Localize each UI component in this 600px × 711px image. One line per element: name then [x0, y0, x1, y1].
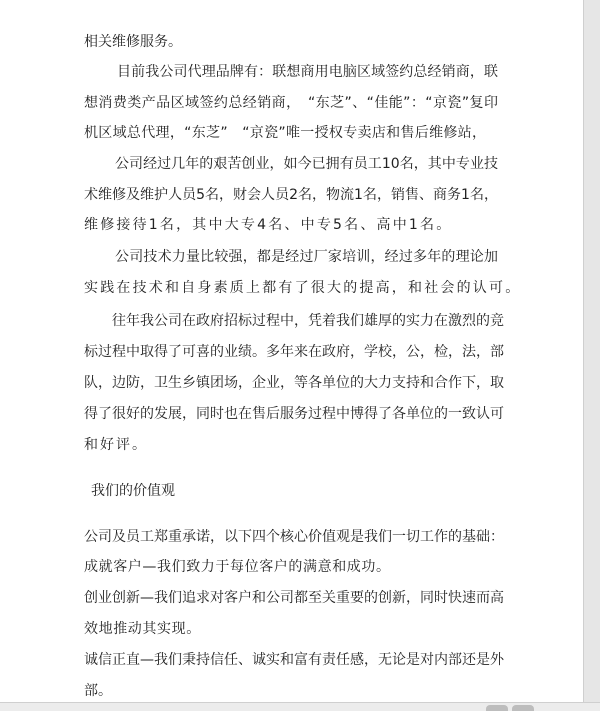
text-line: 队，边防，卫生乡镇团场，企业，等各单位的大力支持和合作下，取 [84, 375, 504, 391]
text-line: 维修接待1名，其中大专4名、中专5名、高中1名。 [84, 217, 453, 233]
text-line: 往年我公司在政府招标过程中，凭着我们雄厚的实力在激烈的竞 [112, 313, 504, 329]
text-line: 相关维修服务。 [84, 34, 182, 50]
section-heading: 我们的价值观 [91, 483, 175, 499]
text-line: 想消费类产品区域签约总经销商， “东芝”、“佳能”：“京瓷”复印 [84, 95, 498, 111]
text-line: 目前我公司代理品牌有：联想商用电脑区域签约总经销商，联 [117, 64, 498, 80]
text-line: 公司及员工郑重承诺，以下四个核心价值观是我们一切工作的基础： [84, 529, 504, 545]
vertical-scrollbar[interactable] [583, 0, 600, 702]
text-line: 术维修及维护人员5名，财会人员2名，物流1名，销售、商务1名， [84, 187, 498, 203]
text-line: 实践在技术和自身素质上都有了很大的提高，和社会的认可。 [84, 280, 522, 296]
text-line: 部。 [84, 683, 112, 699]
text-line: 得了很好的发展，同时也在售后服务过程中博得了各单位的一致认可 [84, 406, 504, 422]
text-line: 成就客户—我们致力于每位客户的满意和成功。 [84, 559, 391, 575]
text-line: 公司经过几年的艰苦创业，如今已拥有员工10名，其中专业技 [115, 156, 498, 172]
text-line: 诚信正直—我们秉持信任、诚实和富有责任感，无论是对内部还是外 [84, 652, 504, 668]
text-line: 和好评。 [84, 437, 148, 453]
text-line: 标过程中取得了可喜的业绩。多年来在政府，学校，公，检，法，部 [84, 344, 504, 360]
text-line: 机区域总代理，“东芝” “京瓷”唯一授权专卖店和售后维修站， [84, 125, 486, 141]
toolbar-button[interactable] [486, 705, 508, 711]
text-line: 公司技术力量比较强，都是经过厂家培训，经过多年的理论加 [115, 249, 498, 265]
toolbar-button[interactable] [512, 705, 534, 711]
text-line: 创业创新—我们追求对客户和公司都至关重要的创新，同时快速而高 [84, 590, 504, 606]
text-line: 效地推动其实现。 [84, 621, 201, 637]
